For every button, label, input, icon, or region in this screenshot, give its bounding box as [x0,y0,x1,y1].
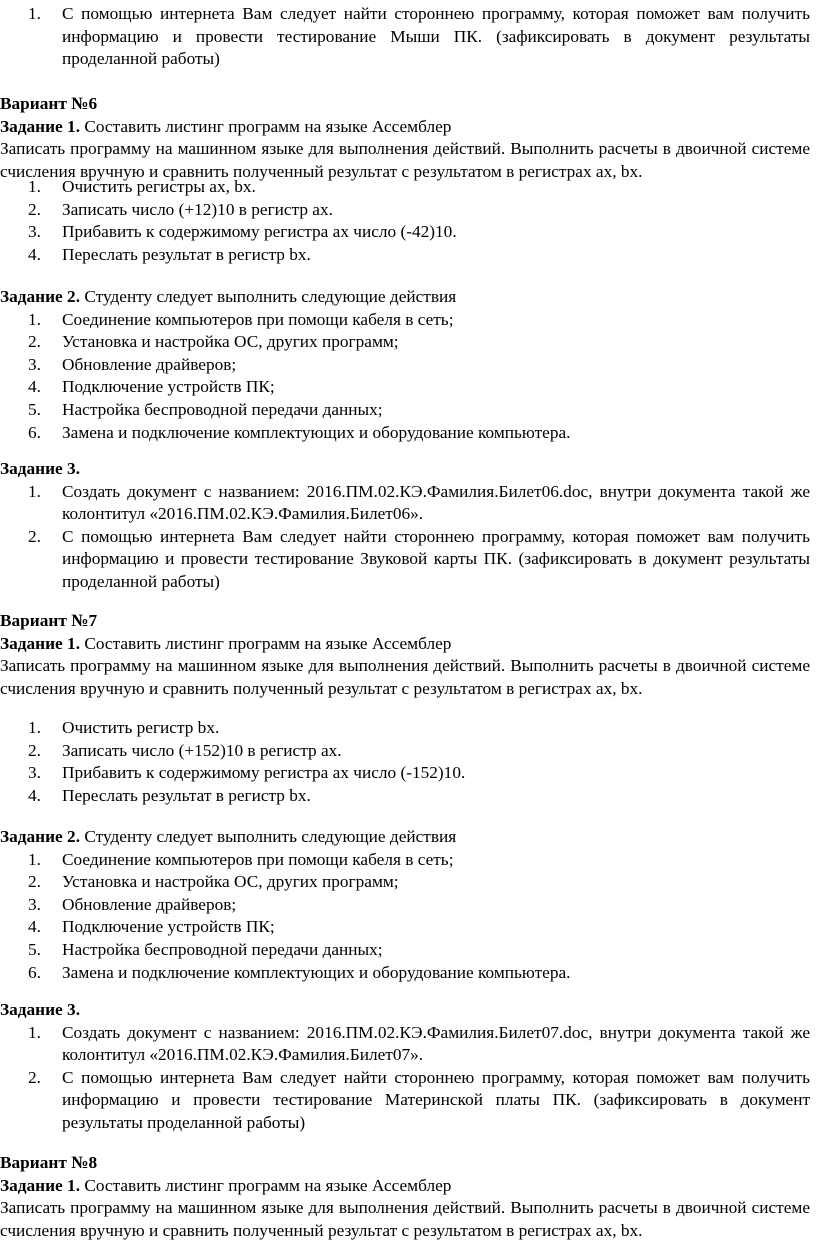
list-item-text: Очистить регистр bх. [62,718,220,737]
variant-6-task3-section [0,458,810,594]
variant-6-task1-line [0,116,810,139]
list-item [0,199,810,222]
variant-7-task3-list [0,1022,810,1135]
variant-7-task1-list-section [0,717,810,807]
list-item-text: Настройка беспроводной передачи данных; [62,399,383,419]
list-item-number: 4. [28,785,41,805]
list-item-number: 1. [28,177,41,196]
list-item-number: 3. [28,763,41,783]
list-item-number: 2. [28,526,41,546]
list-item [0,916,810,939]
list-item [0,3,810,71]
list-item-text: Обновление драйверов; [62,894,237,914]
list-item-text: Замена и подключение комплектующих и оборудование компьютера. [62,962,571,982]
list-item [0,244,810,267]
top-list [0,3,810,71]
variant-6-task2-list [0,309,810,445]
variant-6-heading: Вариант №6 [0,94,98,113]
list-item [0,221,810,244]
list-item-number: 2. [28,872,41,892]
list-item [0,526,810,594]
list-item-number: 5. [28,939,41,959]
list-item [0,785,810,808]
list-item-text: Соединение компьютеров при помощи кабеля в сеть; [62,309,454,329]
list-item [0,481,810,526]
list-item-text: Обновление драйверов; [62,354,237,374]
list-item [0,849,810,872]
variant-7-task1-title: Составить листинг программ на языке Ассемблер [80,633,452,653]
variant-6-task2-label: Задание 2. [0,287,81,306]
list-item-number: 1. [28,4,41,23]
list-item [0,354,810,377]
list-item [0,176,810,199]
list-item-number: 2. [28,199,41,219]
variant-7-task3-label: Задание 3. [0,1000,81,1019]
variant-8-task1-intro: Записать программу на машинном языке для выполнения действий. Выполнить расчеты в двоичной системе счисления вручную и сравнить полученный результат с результатом в регистрах ах, bх. [0,1198,810,1240]
list-item-text: Переслать результат в регистр bх. [62,244,311,264]
list-item-number: 2. [28,1067,41,1087]
variant-7-task1-line [0,633,810,656]
list-item-number: 5. [28,399,41,419]
variant-7-task2-title: Студенту следует выполнить следующие действия [80,827,457,846]
list-item-number: 3. [28,894,41,914]
list-item-number: 3. [28,222,41,242]
list-item [0,962,810,985]
variant-7-task2-line [0,826,810,849]
variant-7-task3-section [0,999,810,1135]
list-item-number: 1. [28,718,41,737]
variant-6-task3-list [0,481,810,594]
variant-8-task1-label: Задание 1. [0,1175,81,1195]
variant-8-header [0,1152,810,1242]
list-item-number: 1. [28,309,41,329]
variant-7-task1-list [0,717,810,807]
list-item [0,717,810,740]
list-item [0,399,810,422]
variant-8-task1-line [0,1175,810,1198]
variant-6-task1-intro: Записать программу на машинном языке для выполнения действий. Выполнить расчеты в двоичной системе счисления вручную и сравнить полученный результат с результатом в регистрах ах, bх. [0,139,810,181]
list-item-text: Подключение устройств ПК; [62,377,275,397]
list-item-text: Установка и настройка ОС, других программ; [62,872,399,892]
variant-6-task2-title: Студенту следует выполнить следующие действия [80,287,457,306]
variant-8-heading: Вариант №8 [0,1153,98,1172]
variant-6-task2-line [0,286,810,309]
list-item [0,939,810,962]
list-item-number: 2. [28,332,41,352]
list-item-text: Создать документ с названием: 2016.ПМ.02.КЭ.Фамилия.Билет07.doc, внутри документа такой же колонтитул «2016.ПМ.02.КЭ.Фамилия.Билет07». [62,1022,810,1065]
variant-6-task1-list [0,176,810,266]
list-item [0,740,810,763]
list-item-number: 4. [28,377,41,397]
list-item-number: 1. [28,481,41,501]
list-item-text: С помощью интернета Вам следует найти стороннею программу, которая поможет вам получить информацию и провести тестирование Звуковой карты ПК. (зафиксировать в документ результаты проделанной работы) [62,526,810,591]
list-item-text: Подключение устройств ПК; [62,917,275,937]
list-item-text: Соединение компьютеров при помощи кабеля в сеть; [62,849,454,869]
list-item-number: 2. [28,740,41,760]
list-item-number: 3. [28,354,41,374]
variant-7-header [0,610,810,700]
variant-6-task2-section [0,286,810,444]
variant-6-task3-label: Задание 3. [0,459,81,478]
variant-7-task1-intro: Записать программу на машинном языке для выполнения действий. Выполнить расчеты в двоичной системе счисления вручную и сравнить полученный результат с результатом в регистрах ах, bх. [0,656,810,698]
variant-7-heading: Вариант №7 [0,611,98,630]
variant-6-task1-list-section [0,176,810,266]
list-item [0,762,810,785]
list-item-text: С помощью интернета Вам следует найти стороннею программу, которая поможет вам получить информацию и провести тестирование Мыши ПК. (зафиксировать в документ результаты проделанной работы) [62,4,810,69]
list-item [0,376,810,399]
list-item-number: 1. [28,849,41,869]
list-item-text: Записать число (+152)10 в регистр ах. [62,740,342,760]
list-item-text: Переслать результат в регистр bх. [62,785,311,805]
variant-6-task1-title: Составить листинг программ на языке Ассемблер [80,116,452,136]
top-list-section [0,3,810,71]
variant-7-task2-section [0,826,810,984]
list-item-number: 6. [28,962,41,982]
variant-7-task2-list [0,849,810,985]
list-item-text: Создать документ с названием: 2016.ПМ.02.КЭ.Фамилия.Билет06.doc, внутри документа такой же колонтитул «2016.ПМ.02.КЭ.Фамилия.Билет06». [62,481,810,524]
list-item-text: Очистить регистры ах, bх. [62,177,256,196]
list-item [0,871,810,894]
list-item-text: Установка и настройка ОС, других программ; [62,332,399,352]
list-item-number: 6. [28,422,41,442]
variant-6-task1-label: Задание 1. [0,116,81,136]
list-item-text: Замена и подключение комплектующих и оборудование компьютера. [62,422,571,442]
list-item-number: 4. [28,244,41,264]
variant-8-task1-title: Составить листинг программ на языке Ассемблер [80,1175,452,1195]
list-item-text: Прибавить к содержимому регистра ах число (-152)10. [62,763,466,783]
variant-6-header [0,93,810,183]
list-item-text: Записать число (+12)10 в регистр ах. [62,199,333,219]
list-item [0,894,810,917]
list-item [0,331,810,354]
list-item [0,1067,810,1135]
list-item [0,1022,810,1067]
list-item-text: С помощью интернета Вам следует найти стороннею программу, которая поможет вам получить информацию и провести тестирование Материнской платы ПК. (зафиксировать в документ результаты проделанной работы) [62,1067,810,1132]
list-item-text: Настройка беспроводной передачи данных; [62,939,383,959]
list-item-number: 4. [28,917,41,937]
variant-7-task1-label: Задание 1. [0,633,81,653]
list-item-text: Прибавить к содержимому регистра ах число (-42)10. [62,222,457,242]
list-item [0,422,810,445]
list-item-number: 1. [28,1022,41,1042]
variant-7-task2-label: Задание 2. [0,827,81,846]
list-item [0,309,810,332]
